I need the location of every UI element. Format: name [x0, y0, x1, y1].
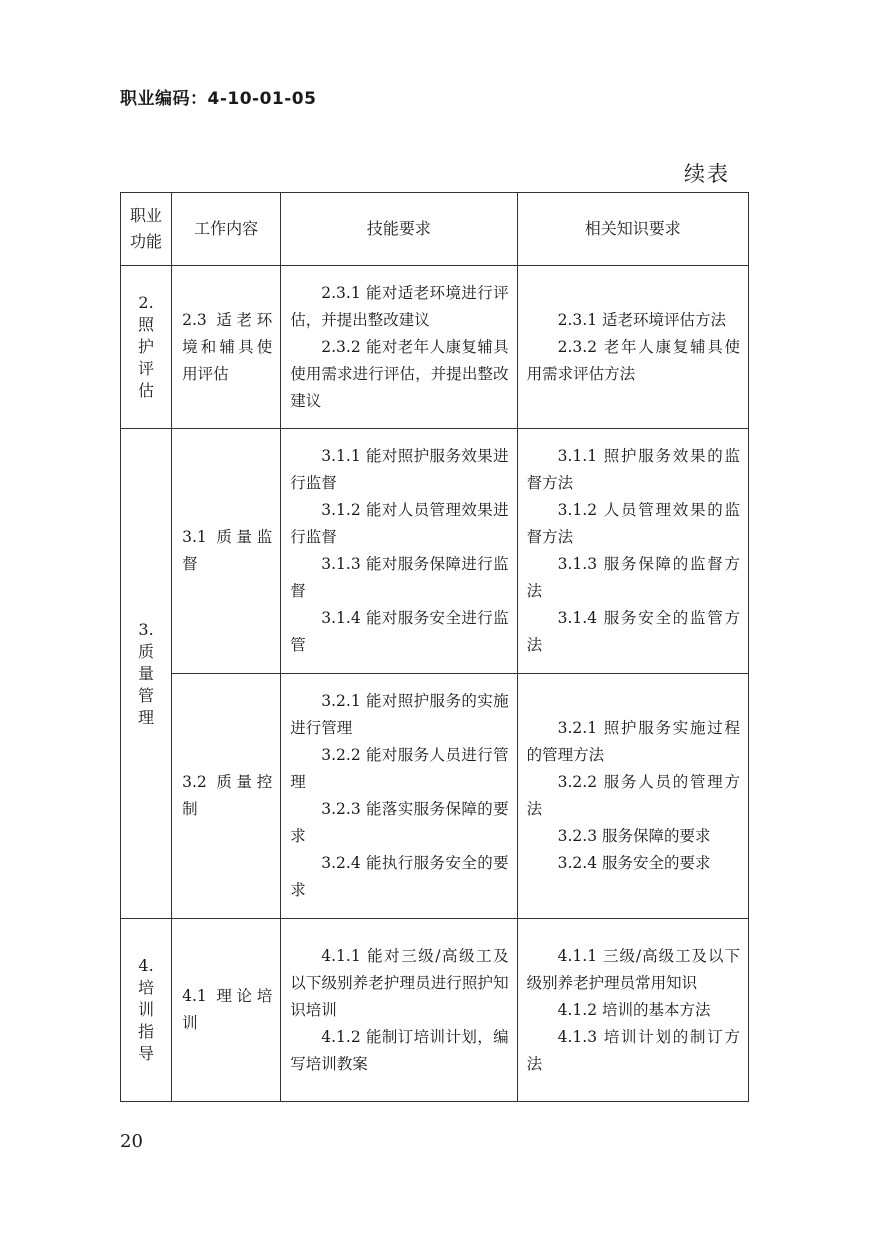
skill-item: 3.1.2 能对人员管理效果进行监督 — [290, 501, 509, 546]
knowledge-item: 2.3.2 老年人康复辅具使用需求评估方法 — [526, 337, 740, 383]
table-row — [121, 674, 749, 919]
knowledge-cell — [517, 919, 748, 1102]
knowledge-item: 2.3.1 适老环境评估方法 — [557, 310, 726, 329]
skills-cell — [281, 266, 517, 429]
skill-item: 4.1.1 能对三级/高级工及以下级别养老护理员进行照护知识培训 — [290, 946, 509, 1019]
function-cell: 2.照护评估 — [121, 266, 172, 429]
knowledge-item: 3.2.2 服务人员的管理方法 — [526, 773, 740, 818]
header-function: 职业功能 — [121, 193, 172, 266]
continued-label: 续表 — [684, 162, 730, 186]
knowledge-item: 3.1.2 人员管理效果的监督方法 — [526, 501, 740, 546]
table-row — [121, 429, 749, 674]
skills-cell — [281, 429, 517, 674]
function-cell: 3.质量管理 — [121, 429, 172, 919]
skill-item: 2.3.1 能对适老环境进行评估，并提出整改建议 — [290, 283, 509, 329]
skill-item: 3.2.1 能对照护服务的实施进行管理 — [290, 692, 509, 737]
work-content-cell: 2.3 适老环境和辅具使用评估 — [172, 266, 281, 429]
knowledge-cell — [517, 266, 748, 429]
knowledge-item: 4.1.3 培训计划的制订方法 — [526, 1027, 740, 1073]
knowledge-item: 3.1.3 服务保障的监督方法 — [526, 555, 740, 600]
knowledge-item: 3.2.1 照护服务实施过程的管理方法 — [526, 719, 740, 764]
skill-item: 3.1.4 能对服务安全进行监管 — [290, 609, 509, 654]
table-row — [121, 919, 749, 1102]
header-knowledge: 相关知识要求 — [517, 193, 748, 266]
occupation-code: 职业编码：4-10-01-05 — [120, 89, 317, 109]
header-work-content: 工作内容 — [172, 193, 281, 266]
skill-item: 3.1.1 能对照护服务效果进行监督 — [290, 447, 509, 492]
knowledge-item: 3.1.4 服务安全的监管方法 — [526, 609, 740, 654]
skills-cell — [281, 674, 517, 919]
table-header-row — [121, 193, 749, 266]
header-skills: 技能要求 — [281, 193, 517, 266]
knowledge-cell — [517, 674, 748, 919]
skill-item: 3.2.3 能落实服务保障的要求 — [290, 800, 509, 845]
knowledge-cell — [517, 429, 748, 674]
knowledge-item: 3.2.4 服务安全的要求 — [557, 854, 711, 872]
knowledge-item: 3.2.3 服务保障的要求 — [557, 827, 711, 845]
table-row — [121, 266, 749, 429]
work-content-cell: 4.1 理论培训 — [172, 919, 281, 1102]
function-cell: 4.培训指导 — [121, 919, 172, 1102]
work-content-cell: 3.1 质量监督 — [172, 429, 281, 674]
skill-requirements-table — [120, 192, 749, 1102]
knowledge-item: 4.1.1 三级/高级工及以下级别养老护理员常用知识 — [526, 946, 740, 992]
skill-item: 2.3.2 能对老年人康复辅具使用需求进行评估，并提出整改建议 — [290, 337, 509, 410]
skills-cell — [281, 919, 517, 1102]
knowledge-item: 4.1.2 培训的基本方法 — [557, 1000, 711, 1019]
skill-item: 3.2.4 能执行服务安全的要求 — [290, 854, 509, 899]
knowledge-item: 3.1.1 照护服务效果的监督方法 — [526, 447, 740, 492]
page-number: 20 — [120, 1131, 143, 1152]
work-content-cell: 3.2 质量控制 — [172, 674, 281, 919]
skill-item: 3.1.3 能对服务保障进行监督 — [290, 555, 509, 600]
skill-item: 3.2.2 能对服务人员进行管理 — [290, 746, 509, 791]
skill-item: 4.1.2 能制订培训计划，编写培训教案 — [290, 1027, 509, 1073]
